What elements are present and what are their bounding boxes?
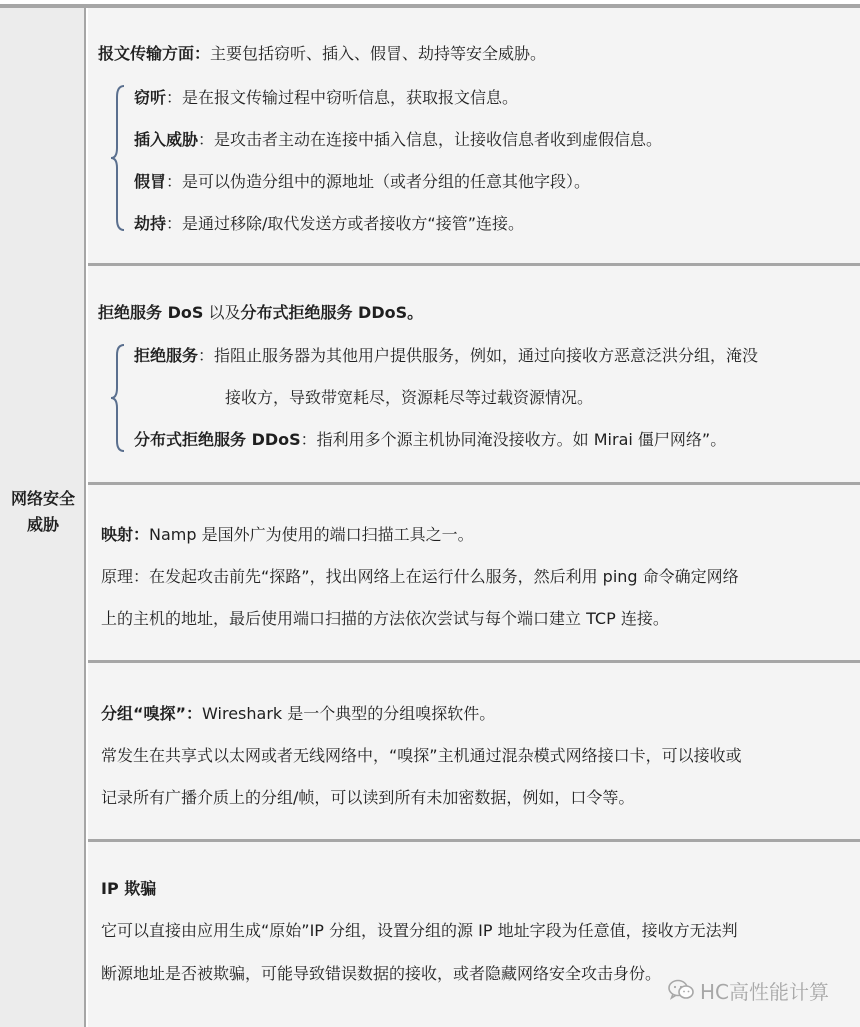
sec1-item-term: 窃听	[134, 88, 167, 107]
sec1-item-desc: ：是攻击者主动在连接中插入信息，让接收信息者收到虚假信息。	[198, 130, 663, 149]
sec2-item-dos-cont: 接收方，导致带宽耗尽，资源耗尽等过载资源情况。	[225, 388, 594, 407]
sec2-item-dos	[134, 345, 758, 367]
sec3-title-rest: Namp 是国外广为使用的端口扫描工具之一。	[149, 525, 474, 544]
sec1-title	[98, 43, 546, 65]
category-column	[0, 8, 86, 1027]
sec1-item-desc: ：是在报文传输过程中窃听信息，获取报文信息。	[166, 88, 519, 107]
sec2-brace	[108, 342, 128, 454]
sec1-item-hijacking	[134, 213, 524, 235]
sec4-title	[101, 703, 495, 725]
sec2-title-bold2: 分布式拒绝服务 DDoS。	[240, 303, 424, 322]
watermark-text: HC高性能计算	[700, 979, 830, 1004]
sec1-item-desc: ：是通过移除/取代发送方或者接收方“接管”连接。	[166, 214, 524, 233]
category-title-line2: 威胁	[26, 515, 59, 534]
sec4-line2: 常发生在共享式以太网或者无线网络中，“嗅探”主机通过混杂模式网络接口卡，可以接收或	[101, 746, 742, 765]
sec1-item-term: 插入威胁	[134, 130, 199, 149]
sec1-title-rest: 主要包括窃听、插入、假冒、劫持等安全威胁。	[210, 44, 547, 63]
sec2-item-term: 分布式拒绝服务 DDoS	[134, 430, 301, 449]
sec2-item-term: 拒绝服务	[134, 346, 199, 365]
sec3-title-bold: 映射：	[101, 525, 150, 544]
sec1-item-desc: ：是可以伪造分组中的源地址（或者分组的任意其他字段）。	[166, 172, 591, 191]
sec4-title-rest: Wireshark 是一个典型的分组嗅探软件。	[202, 704, 496, 723]
sec1-item-insertion	[134, 129, 662, 151]
sec1-item-spoofing	[134, 171, 590, 193]
category-title-line1: 网络安全	[10, 489, 75, 508]
sec1-item-term: 假冒	[134, 172, 167, 191]
sec2-title	[98, 302, 423, 324]
watermark	[668, 975, 829, 1005]
sec5-line3: 断源地址是否被欺骗，可能导致错误数据的接收，或者隐藏网络安全攻击身份。	[101, 964, 662, 983]
top-border	[0, 0, 860, 8]
sec1-brace	[108, 83, 128, 233]
sec5-line2: 它可以直接由应用生成“原始”IP 分组，设置分组的源 IP 地址字段为任意值，接收方无法判	[101, 921, 738, 940]
sec2-item-ddos	[134, 429, 726, 451]
sec3-line3: 上的主机的地址，最后使用端口扫描的方法依次尝试与每个端口建立 TCP 连接。	[101, 609, 669, 628]
sec4-title-bold: 分组“嗅探”：	[101, 704, 203, 723]
sec3-line2: 原理：在发起攻击前先“探路”，找出网络上在运行什么服务，然后利用 ping 命令确定网络	[101, 567, 739, 586]
sec5-title: IP 欺骗	[101, 879, 157, 898]
sec1-item-eavesdrop	[134, 87, 518, 109]
sec3-title	[101, 524, 474, 546]
sec1-title-bold: 报文传输方面：	[98, 44, 211, 63]
category-title	[0, 486, 86, 538]
sec2-title-mid: 以及	[203, 303, 241, 322]
sec4-line3: 记录所有广播介质上的分组/帧，可以读到所有未加密数据，例如，口令等。	[101, 788, 635, 807]
sec1-item-term: 劫持	[134, 214, 167, 233]
sec2-item-desc: ：指利用多个源主机协同淹没接收方。如 Mirai 僵尸网络”。	[300, 430, 727, 449]
sec2-item-desc: ：指阻止服务器为其他用户提供服务，例如，通过向接收方恶意泛洪分组，淹没	[198, 346, 759, 365]
sec2-title-bold1: 拒绝服务 DoS	[98, 303, 204, 322]
wechat-icon	[668, 979, 694, 1001]
